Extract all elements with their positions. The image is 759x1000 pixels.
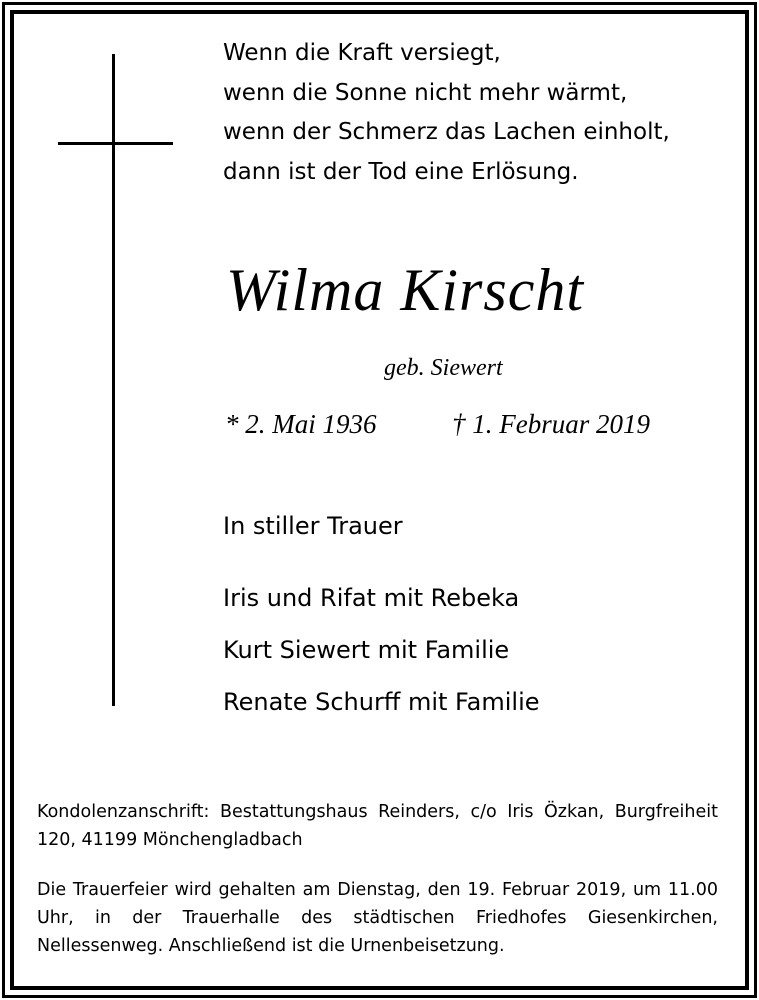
ceremony-info: Die Trauerfeier wird gehalten am Dienstag, den 19. Februar 2019, um 11.00 Uhr, in der Trauerhalle des städtischen Friedhofes Giesenkirchen, Nellessenweg. Anschließend ist die Urnenbeisetzung. (37, 880, 718, 956)
poem-line: wenn der Schmerz das Lachen einholt, (223, 119, 670, 145)
poem-line: dann ist der Tod eine Erlösung. (223, 158, 579, 185)
mourner-entry: Iris und Rifat mit Rebeka (223, 584, 520, 612)
poem-line: Wenn die Kraft versiegt, (223, 40, 501, 66)
death-date: † 1. Februar 2019 (452, 409, 650, 439)
poem (223, 34, 670, 192)
mourning-heading: In stiller Trauer (223, 512, 403, 540)
cross-vertical-bar (112, 54, 115, 706)
mourner-entry: Renate Schurff mit Familie (223, 688, 540, 716)
mourner-entry: Kurt Siewert mit Familie (223, 636, 510, 664)
mourners-list (223, 572, 540, 728)
cross-horizontal-bar (58, 142, 173, 145)
condolence-address: Kondolenzanschrift: Bestattungshaus Reinders, c/o Iris Özkan, Burgfreiheit 120, 41199 Mönchengladbach (37, 802, 718, 850)
poem-line: wenn die Sonne nicht mehr wärmt, (223, 79, 628, 106)
maiden-name: geb. Siewert (384, 355, 503, 381)
deceased-name: Wilma Kirscht (226, 257, 585, 323)
birth-date: * 2. Mai 1936 (225, 409, 377, 439)
